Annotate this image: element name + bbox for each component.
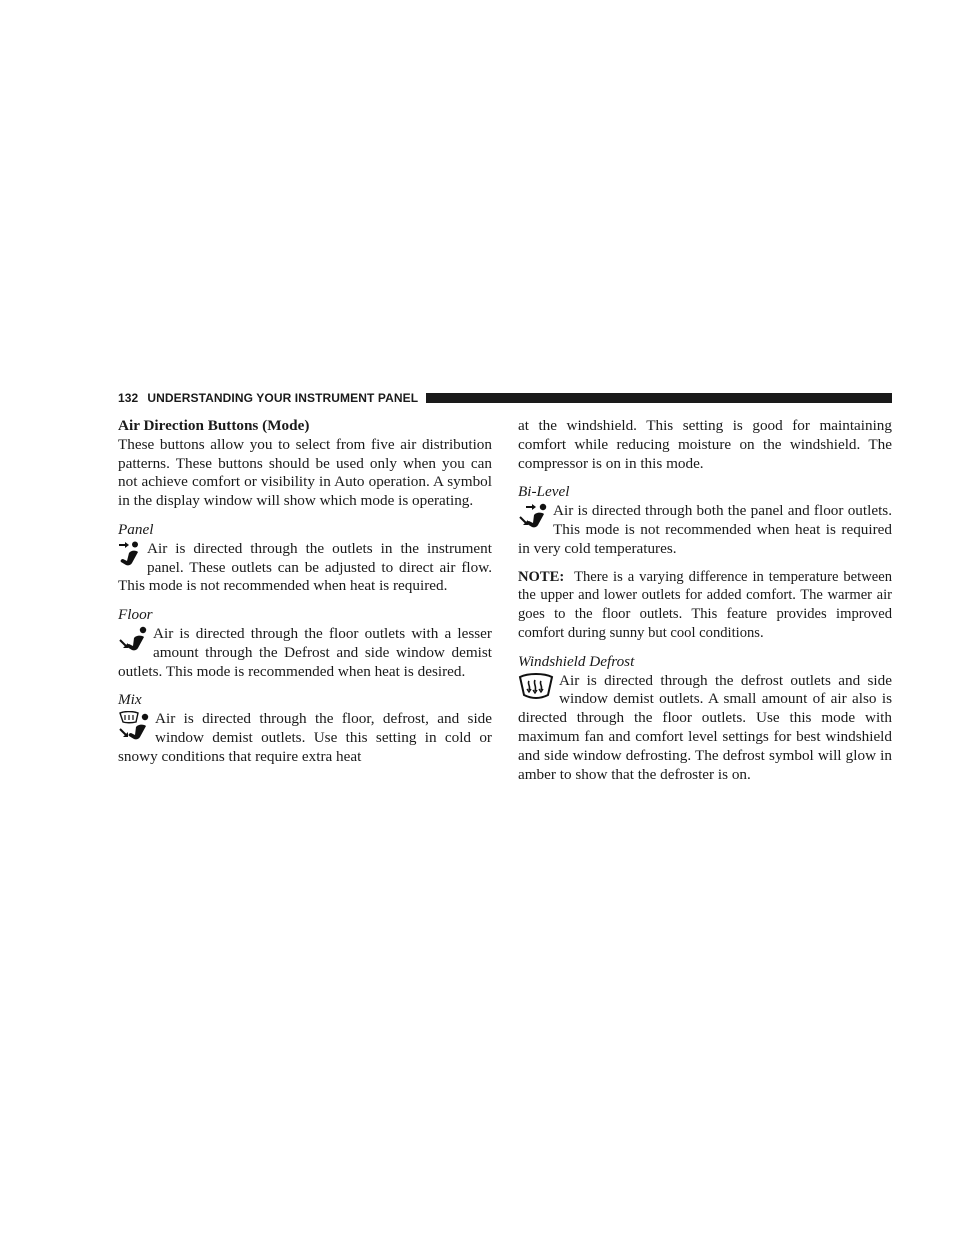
windshield-defrost-icon <box>518 673 554 701</box>
mix-mode-icon <box>118 711 150 745</box>
mix-subheading: Mix <box>118 691 142 709</box>
mix-description: Air is directed through the floor, defrost, and side window demist outlets. Use this setting in cold or snowy conditions that require extra heat <box>118 710 492 765</box>
bilevel-description: Air is directed through both the panel and floor outlets. This mode is not recommended when heat is required in very cold temperatures. <box>518 502 892 557</box>
left-column <box>118 417 492 767</box>
section-title: UNDERSTANDING YOUR INSTRUMENT PANEL <box>147 391 419 405</box>
mix-continued: at the windshield. This setting is good for maintaining comfort while reducing moisture on the windshield. The compressor is on in this mode. <box>518 417 892 472</box>
panel-section <box>118 540 492 596</box>
bilevel-section <box>518 502 892 558</box>
note-label: NOTE: <box>518 568 565 585</box>
page-header <box>118 390 892 406</box>
mix-section <box>118 710 492 766</box>
floor-section <box>118 625 492 681</box>
note-paragraph <box>518 568 892 643</box>
note-body: There is a varying difference in temperature between the upper and lower outlets for added comfort. The warmer air goes to the floor outlets. This feature provides improved comfort during sunny but cool conditions. <box>518 568 892 641</box>
header-rule <box>426 393 892 403</box>
bilevel-mode-icon <box>518 503 548 533</box>
defrost-subheading: Windshield Defrost <box>518 652 635 670</box>
panel-subheading: Panel <box>118 520 154 538</box>
panel-description: Air is directed through the outlets in the instrument panel. These outlets can be adjusted to direct air flow. This mode is not recommended when heat is required. <box>118 539 492 595</box>
bilevel-subheading: Bi-Level <box>518 483 570 501</box>
floor-description: Air is directed through the floor outlets with a lesser amount through the Defrost and side window demist outlets. This mode is recommended when heat is desired. <box>118 624 492 680</box>
floor-subheading: Floor <box>118 606 153 624</box>
panel-mode-icon <box>118 541 142 571</box>
right-column <box>518 417 892 784</box>
defrost-section <box>518 672 892 785</box>
page-number: 132 <box>118 391 139 405</box>
air-direction-intro: These buttons allow you to select from five air distribution patterns. These buttons should be used only when you can not achieve comfort or visibility in Auto operation. A symbol in the display window will show which mode is operating. <box>118 435 492 510</box>
floor-mode-icon <box>118 626 148 656</box>
air-direction-heading: Air Direction Buttons (Mode) <box>118 417 310 434</box>
defrost-description: Air is directed through the defrost outlets and side window demist outlets. A small amount of air also is directed through the floor outlets. Use this mode with maximum fan and comfort level settings for best windshield and side window defrosting. The defrost symbol will glow in amber to show that the defroster is on. <box>518 671 892 783</box>
